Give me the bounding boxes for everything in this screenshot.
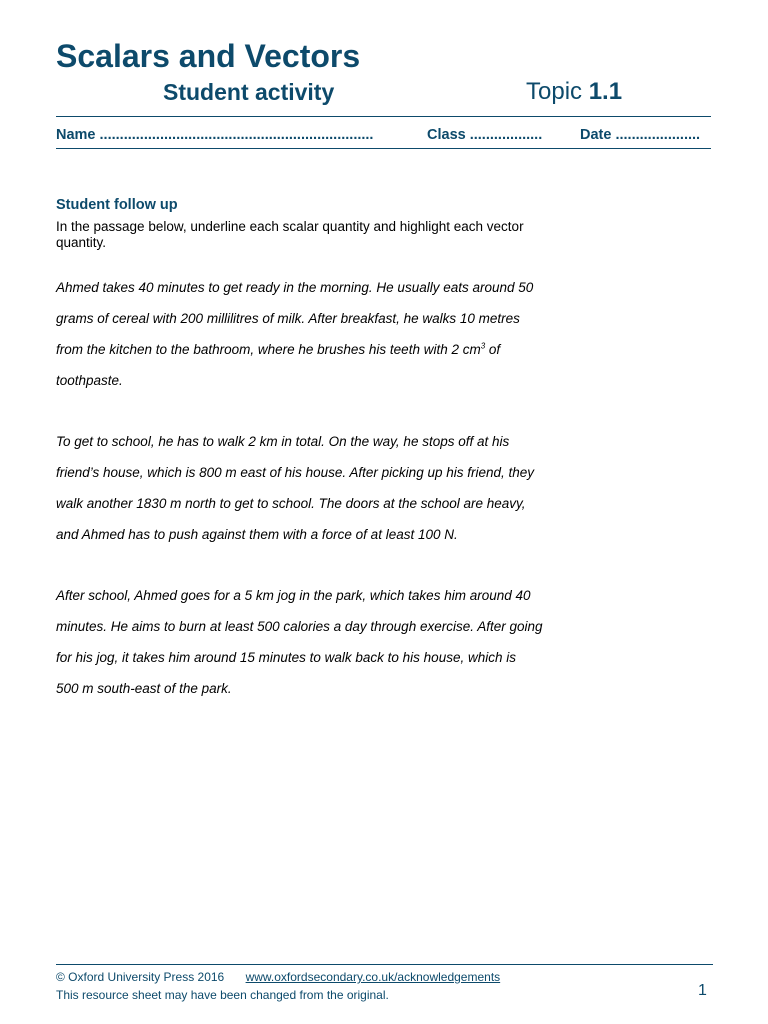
passage-line — [56, 334, 586, 365]
passage-line: 500 m south-east of the park. — [56, 681, 232, 696]
passage-line: and Ahmed has to push against them with a force of at least 100 N. — [56, 527, 458, 542]
superscript-cubed: 3 — [480, 341, 486, 351]
passage-line-text: of — [485, 342, 501, 357]
passage-line: toothpaste. — [56, 373, 123, 388]
footer-note: This resource sheet may have been changed from the original. — [56, 988, 389, 1002]
page-number: 1 — [698, 982, 707, 999]
header-divider-bottom — [56, 148, 711, 149]
page-subtitle: Student activity — [163, 79, 335, 105]
page-title: Scalars and Vectors — [56, 38, 361, 74]
footer-divider — [56, 964, 713, 965]
instructions-text: In the passage below, underline each scalar quantity and highlight each vector quantity. — [56, 219, 524, 250]
copyright-text: © Oxford University Press 2016 — [56, 970, 225, 984]
acknowledgements-link[interactable]: www.oxfordsecondary.co.uk/acknowledgements — [245, 970, 501, 984]
passage-line-text: from the kitchen to the bathroom, where he brushes his teeth with 2 cm — [56, 342, 481, 357]
passage-line: grams of cereal with 200 millilitres of milk. After breakfast, he walks 10 metres — [56, 311, 520, 326]
date-field[interactable]: Date ..................... — [580, 127, 701, 143]
passage-paragraph-2 — [56, 426, 586, 550]
passage-line: walk another 1830 m north to get to school. The doors at the school are heavy, — [56, 496, 526, 511]
passage-line: friend’s house, which is 800 m east of his house. After picking up his friend, they — [56, 465, 535, 480]
passage-paragraph-1 — [56, 272, 586, 396]
passage-line: Ahmed takes 40 minutes to get ready in the morning. He usually eats around 50 — [56, 280, 534, 295]
class-field[interactable]: Class .................. — [427, 127, 543, 143]
passage-line: After school, Ahmed goes for a 5 km jog in the park, which takes him around 40 — [56, 588, 531, 603]
section-heading: Student follow up — [56, 197, 178, 213]
header-divider-top — [56, 116, 711, 117]
topic-word: Topic — [526, 78, 583, 105]
name-field[interactable]: Name .................................................................... — [56, 127, 374, 143]
footer — [56, 968, 500, 1004]
passage-paragraph-3 — [56, 580, 586, 704]
passage-line: for his jog, it takes him around 15 minutes to walk back to his house, which is — [56, 650, 516, 665]
topic-label — [526, 78, 622, 106]
topic-number: 1.1 — [588, 78, 623, 105]
passage-line: minutes. He aims to burn at least 500 calories a day through exercise. After going — [56, 619, 543, 634]
passage-line: To get to school, he has to walk 2 km in total. On the way, he stops off at his — [56, 434, 510, 449]
